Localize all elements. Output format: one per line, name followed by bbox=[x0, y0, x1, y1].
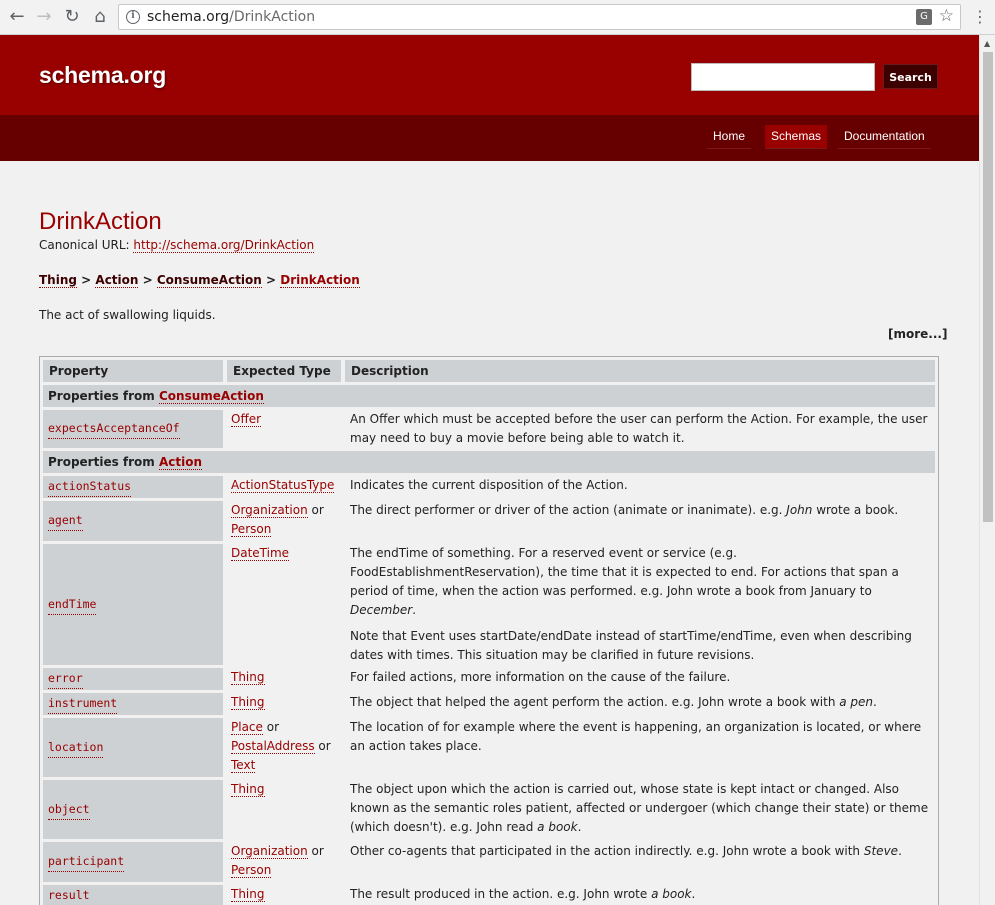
type-link[interactable]: Thing bbox=[231, 782, 265, 796]
description-emphasis: a book bbox=[537, 820, 578, 834]
table-row bbox=[43, 842, 935, 882]
table-row bbox=[43, 780, 935, 839]
back-arrow-icon[interactable]: ← bbox=[9, 6, 25, 27]
table-row bbox=[43, 410, 935, 448]
expected-type-cell bbox=[227, 718, 341, 777]
or-text: or bbox=[262, 720, 279, 734]
property-cell bbox=[43, 780, 223, 839]
translate-icon[interactable]: G bbox=[916, 9, 932, 25]
or-text: or bbox=[307, 503, 324, 517]
description-text: Indicates the current disposition of the Action. bbox=[350, 478, 628, 492]
property-link[interactable]: result bbox=[48, 886, 90, 905]
type-link[interactable]: PostalAddress bbox=[231, 739, 315, 753]
supertype-link[interactable]: ConsumeAction bbox=[158, 389, 264, 403]
description-text: For failed actions, more information on the cause of the failure. bbox=[350, 670, 731, 684]
type-link[interactable]: Organization bbox=[231, 844, 308, 858]
property-cell bbox=[43, 410, 223, 448]
breadcrumb-consumeaction[interactable]: ConsumeAction bbox=[156, 273, 262, 287]
description-cell bbox=[345, 842, 935, 882]
site-nav bbox=[0, 115, 979, 161]
info-icon[interactable]: i bbox=[126, 10, 140, 24]
breadcrumb-action[interactable]: Action bbox=[95, 273, 139, 287]
url-path: /DrinkAction bbox=[229, 9, 316, 25]
property-link[interactable]: actionStatus bbox=[48, 477, 131, 497]
supertype-link[interactable]: Action bbox=[158, 455, 203, 469]
description-emphasis: December bbox=[350, 603, 413, 617]
description-text: The location of for example where the event is happening, an organization is located, or where an action takes place. bbox=[350, 720, 922, 753]
forward-arrow-icon[interactable]: → bbox=[36, 6, 52, 27]
description-cell bbox=[345, 544, 935, 665]
description-text: The endTime of something. For a reserved event or service (e.g. FoodEstablishmentReservation), the time that it is expected to end. For actions that span a period of time, when the action was performed. e.g. John wrote a book from January to December. bbox=[350, 546, 899, 617]
description-cell bbox=[345, 780, 935, 839]
type-link[interactable]: Person bbox=[231, 522, 272, 536]
type-link[interactable]: Thing bbox=[231, 670, 265, 684]
property-cell bbox=[43, 885, 223, 905]
property-link[interactable]: participant bbox=[48, 852, 124, 872]
home-icon[interactable]: ⌂ bbox=[94, 6, 106, 27]
breadcrumb-thing[interactable]: Thing bbox=[39, 273, 77, 287]
property-cell bbox=[43, 842, 223, 882]
expected-type-cell bbox=[227, 842, 341, 882]
property-link[interactable]: instrument bbox=[48, 694, 117, 714]
canonical-label: Canonical URL: bbox=[39, 238, 130, 252]
browser-menu-icon[interactable]: ⋮ bbox=[972, 7, 988, 26]
property-cell bbox=[43, 544, 223, 665]
expected-type-cell bbox=[227, 410, 341, 448]
table-row bbox=[43, 693, 935, 715]
supertype-heading bbox=[43, 385, 935, 407]
expected-type-cell bbox=[227, 885, 341, 905]
reload-icon[interactable]: ↻ bbox=[64, 6, 80, 27]
property-cell bbox=[43, 718, 223, 777]
table-row bbox=[43, 476, 935, 498]
site-logo[interactable]: schema.org bbox=[39, 62, 167, 88]
header-description: Description bbox=[345, 360, 935, 382]
type-link[interactable]: Offer bbox=[231, 412, 262, 426]
scrollbar-thumb[interactable] bbox=[983, 52, 993, 522]
description-emphasis: Steve bbox=[863, 844, 899, 858]
type-link[interactable]: Person bbox=[231, 863, 272, 877]
nav-documentation[interactable]: Documentation bbox=[838, 125, 931, 149]
type-link[interactable]: Thing bbox=[231, 887, 265, 901]
table-row bbox=[43, 885, 935, 905]
property-link[interactable]: expectsAcceptanceOf bbox=[48, 419, 180, 439]
description-text: The direct performer or driver of the action (animate or inanimate). e.g. John wrote a book. bbox=[350, 503, 899, 517]
bookmark-star-icon[interactable]: ☆ bbox=[938, 6, 954, 26]
supertype-row bbox=[43, 451, 935, 473]
property-cell bbox=[43, 501, 223, 541]
description-text: Other co-agents that participated in the action indirectly. e.g. John wrote a book with Steve. bbox=[350, 844, 902, 858]
description-text: The result produced in the action. e.g. John wrote a book. bbox=[350, 887, 696, 901]
description-emphasis: a book bbox=[651, 887, 692, 901]
property-cell bbox=[43, 693, 223, 715]
canonical-url-link[interactable]: http://schema.org/DrinkAction bbox=[133, 238, 315, 252]
address-bar[interactable] bbox=[118, 4, 961, 30]
supertype-label: Properties from bbox=[48, 389, 159, 403]
table-row bbox=[43, 718, 935, 777]
type-description: The act of swallowing liquids. bbox=[39, 308, 216, 322]
property-link[interactable]: agent bbox=[48, 511, 83, 531]
scroll-up-icon[interactable]: ▲ bbox=[984, 39, 991, 48]
search-button[interactable]: Search bbox=[883, 64, 938, 89]
description-cell bbox=[345, 693, 935, 715]
address-url[interactable] bbox=[147, 9, 315, 25]
expected-type-cell bbox=[227, 544, 341, 665]
type-link[interactable]: Thing bbox=[231, 695, 265, 709]
expected-type-cell bbox=[227, 501, 341, 541]
description-cell bbox=[345, 410, 935, 448]
page-title: DrinkAction bbox=[39, 208, 162, 235]
nav-schemas[interactable]: Schemas bbox=[765, 125, 827, 149]
table-row bbox=[43, 544, 935, 665]
url-host: schema.org bbox=[147, 9, 230, 25]
description-text: The object that helped the agent perform the action. e.g. John wrote a book with a pen. bbox=[350, 695, 877, 709]
property-link[interactable]: error bbox=[48, 669, 83, 689]
browser-toolbar bbox=[0, 0, 995, 35]
property-link[interactable]: location bbox=[48, 738, 103, 758]
property-cell bbox=[43, 668, 223, 690]
type-link[interactable]: DateTime bbox=[231, 546, 290, 560]
supertype-label: Properties from bbox=[48, 455, 159, 469]
type-link[interactable]: Place bbox=[231, 720, 263, 734]
table-row bbox=[43, 668, 935, 690]
or-text: or bbox=[314, 739, 331, 753]
property-link[interactable]: object bbox=[48, 800, 90, 820]
page-scrollbar[interactable] bbox=[979, 35, 995, 905]
description-text: The object upon which the action is carried out, whose state is kept intact or changed. Also known as the semantic roles patient, affected or undergoer (which change their state) or theme (which doesn't). e.g. John read a book. bbox=[350, 782, 929, 834]
expected-type-cell bbox=[227, 476, 341, 498]
properties-table bbox=[39, 356, 939, 905]
nav-home[interactable]: Home bbox=[707, 125, 751, 149]
site-header bbox=[0, 35, 979, 115]
table-row bbox=[43, 501, 935, 541]
description-text: An Offer which must be accepted before the user can perform the Action. For example, the user may need to buy a movie before being able to watch it. bbox=[350, 412, 928, 445]
expected-type-cell bbox=[227, 693, 341, 715]
table-header-row bbox=[43, 360, 935, 382]
property-cell bbox=[43, 476, 223, 498]
description-cell bbox=[345, 718, 935, 777]
description-emphasis: a pen bbox=[839, 695, 874, 709]
or-text: or bbox=[307, 844, 324, 858]
breadcrumb-drinkaction[interactable]: DrinkAction bbox=[280, 273, 360, 287]
description-cell bbox=[345, 476, 935, 498]
header-property: Property bbox=[43, 360, 223, 382]
description-cell bbox=[345, 668, 935, 690]
description-cell bbox=[345, 885, 935, 905]
type-link[interactable]: ActionStatusType bbox=[231, 478, 335, 492]
expected-type-cell bbox=[227, 668, 341, 690]
more-link[interactable]: [more...] bbox=[888, 327, 948, 341]
supertype-heading bbox=[43, 451, 935, 473]
description-cell bbox=[345, 501, 935, 541]
description-note: Note that Event uses startDate/endDate instead of startTime/endTime, even when describing dates with times. This situation may be clarified in future revisions. bbox=[350, 629, 912, 662]
type-link[interactable]: Organization bbox=[231, 503, 308, 517]
property-link[interactable]: endTime bbox=[48, 595, 96, 615]
breadcrumb: Thing > Action > ConsumeAction > DrinkAction bbox=[39, 273, 360, 287]
header-expected-type: Expected Type bbox=[227, 360, 341, 382]
description-emphasis: John bbox=[786, 503, 813, 517]
canonical-url-line bbox=[39, 238, 314, 252]
supertype-row bbox=[43, 385, 935, 407]
type-link[interactable]: Text bbox=[231, 758, 256, 772]
expected-type-cell bbox=[227, 780, 341, 839]
search-input[interactable] bbox=[691, 63, 875, 91]
